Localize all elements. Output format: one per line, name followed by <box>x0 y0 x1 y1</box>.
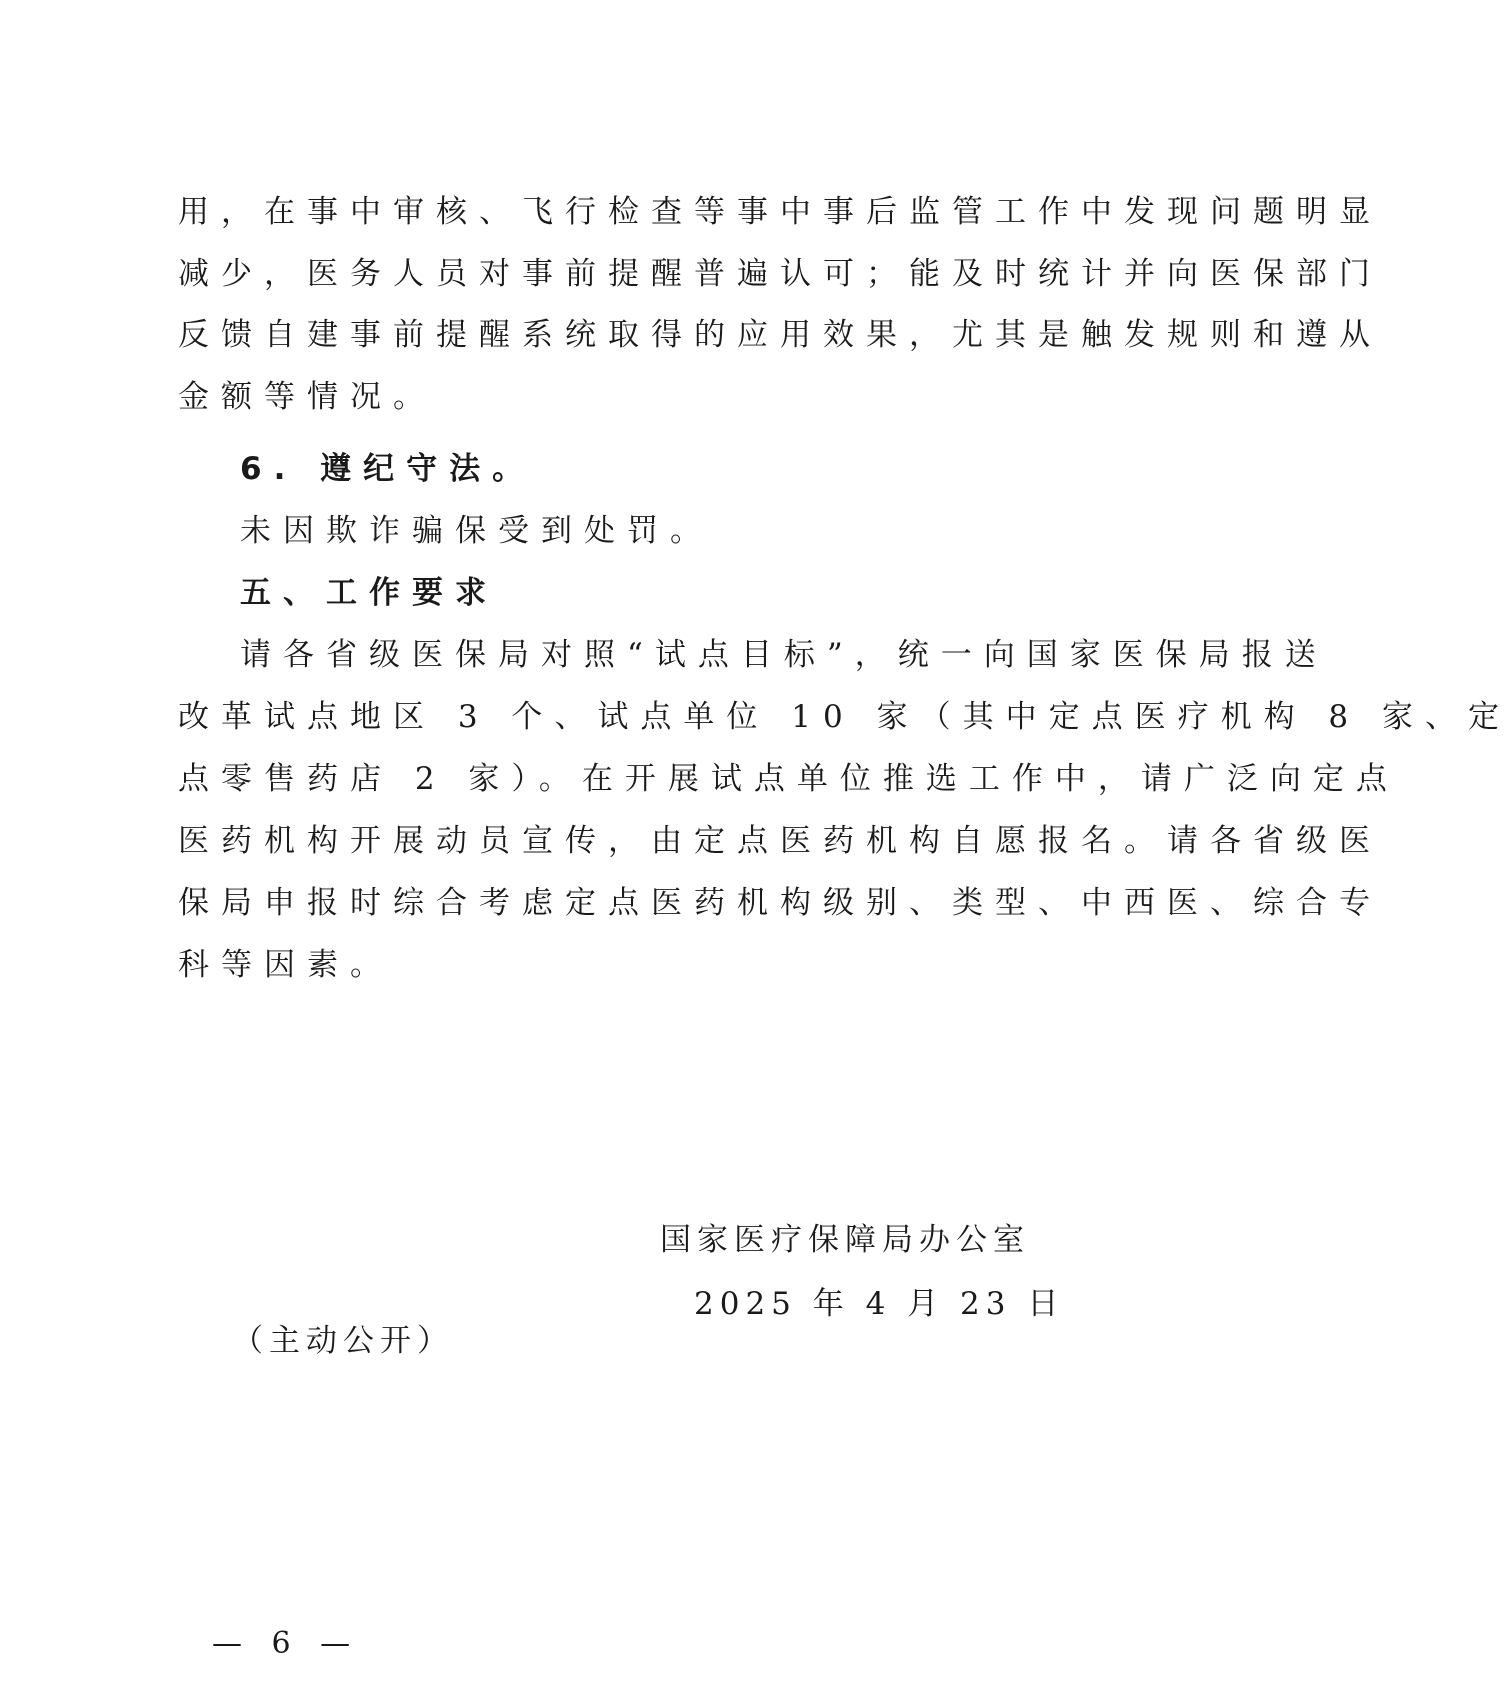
body-text-line: 金额等情况。 <box>178 379 436 415</box>
body-text-line: 减少，医务人员对事前提醒普遍认可；能及时统计并向医保部门 <box>178 256 1382 292</box>
body-text-line: 反馈自建事前提醒系统取得的应用效果，尤其是触发规则和遵从 <box>178 317 1382 353</box>
body-text-line: 用，在事中审核、飞行检查等事中事后监管工作中发现问题明显 <box>178 194 1382 230</box>
issue-date: 2025 年 4 月 23 日 <box>694 1286 1065 1322</box>
body-text-line: 改革试点地区 3 个、试点单位 10 家（其中定点医疗机构 8 家、定 <box>178 699 1511 735</box>
page-number: — 6 — <box>212 1626 361 1661</box>
issuer-name: 国家医疗保障局办公室 <box>660 1222 1030 1258</box>
body-text-line: 保局申报时综合考虑定点医药机构级别、类型、中西医、综合专 <box>178 885 1382 921</box>
body-text-line: 科等因素。 <box>178 947 393 983</box>
section-5-heading: 五、工作要求 <box>240 575 498 611</box>
body-text-line: 请各省级医保局对照“试点目标”，统一向国家医保局报送 <box>240 637 1328 673</box>
body-text-line: 医药机构开展动员宣传，由定点医药机构自愿报名。请各省级医 <box>178 823 1382 859</box>
disclosure-note: （主动公开） <box>232 1323 454 1359</box>
body-text-line: 点零售药店 2 家）。在开展试点单位推选工作中，请广泛向定点 <box>178 761 1399 797</box>
item-6-heading: 6. 遵纪守法。 <box>240 451 536 487</box>
item-6-text: 未因欺诈骗保受到处罚。 <box>240 513 713 549</box>
